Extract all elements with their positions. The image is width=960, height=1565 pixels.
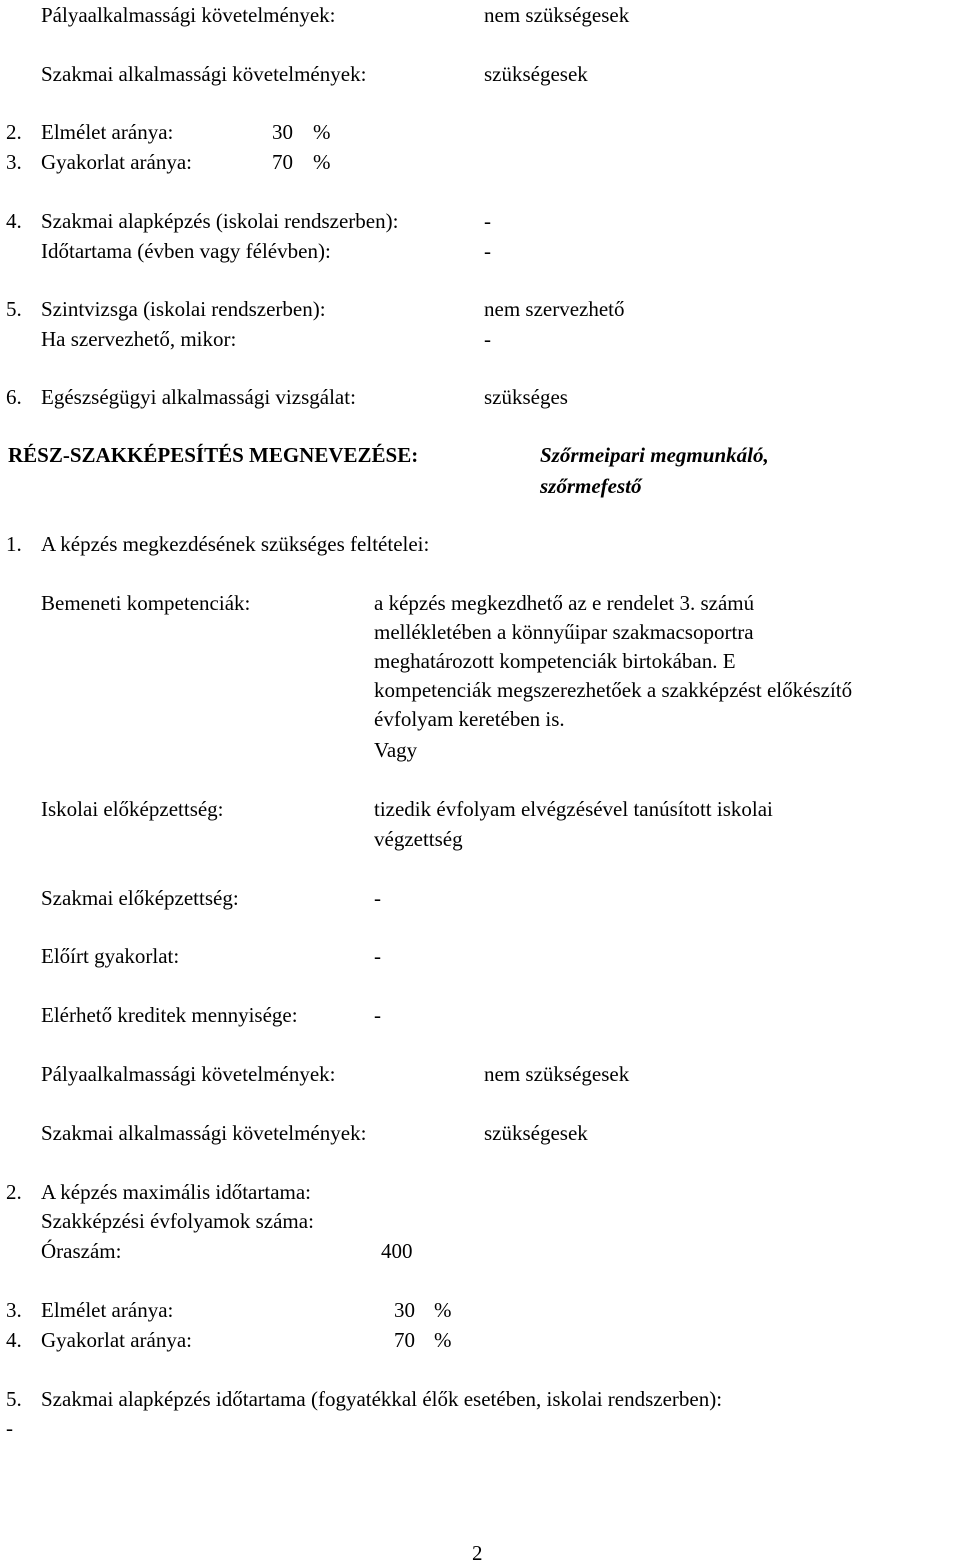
alapkepzes-value: -: [484, 209, 491, 233]
feltetelek-label: A képzés megkezdésének szükséges feltételei:: [41, 532, 430, 556]
alapkepzes-fogyatekkal-value: -: [6, 1416, 13, 1440]
elmelet-label-1: Elmélet aránya:: [41, 120, 174, 144]
egeszseg-value: szükséges: [484, 385, 568, 409]
palya-label-2: Pályaalkalmassági követelmények:: [41, 1062, 336, 1086]
szakmai-elo-value: -: [374, 886, 381, 910]
alapkepzes-num: 4.: [6, 209, 22, 233]
iskolai-line: tizedik évfolyam elvégzésével tanúsított iskolai: [374, 797, 773, 821]
idotartam-value: -: [484, 239, 491, 263]
gyakorlat-num-1: 3.: [6, 150, 22, 174]
iskolai-label: Iskolai előképzettség:: [41, 797, 224, 821]
eloirt-label: Előírt gyakorlat:: [41, 944, 180, 968]
oraszam-label: Óraszám:: [41, 1239, 122, 1263]
bemeneti-line: meghatározott kompetenciák birtokában. E: [374, 649, 736, 673]
alapkepzes-fogyatekkal-label: Szakmai alapképzés időtartama (fogyatékkal élők esetében, iskolai rendszerben):: [41, 1387, 723, 1411]
gyakorlat-num-2: 4.: [6, 1328, 22, 1352]
kredit-value: -: [374, 1003, 381, 1027]
page-number: 2: [472, 1541, 483, 1565]
elmelet-value-2: 30: [394, 1298, 415, 1322]
idotartam-label: Időtartama (évben vagy félévben):: [41, 239, 331, 263]
elmelet-num-2: 3.: [6, 1298, 22, 1322]
elmelet-unit-1: %: [313, 120, 331, 144]
palya-value-2: nem szükségesek: [484, 1062, 630, 1086]
iskolai-line: végzettség: [374, 827, 463, 851]
bemeneti-line: a képzés megkezdhető az e rendelet 3. számú: [374, 591, 755, 615]
szakmai-alk-value-1: szükségesek: [484, 62, 588, 86]
eloirt-value: -: [374, 944, 381, 968]
szintvizsga-label: Szintvizsga (iskolai rendszerben):: [41, 297, 326, 321]
elmelet-num-1: 2.: [6, 120, 22, 144]
szakkepesites-name-line1: Szőrmeipari megmunkáló,: [540, 443, 769, 467]
bemeneti-line: mellékletében a könnyűipar szakmacsoportra: [374, 620, 754, 644]
elmelet-label-2: Elmélet aránya:: [41, 1298, 174, 1322]
elmelet-value-1: 30: [272, 120, 293, 144]
gyakorlat-unit-1: %: [313, 150, 331, 174]
bemeneti-label: Bemeneti kompetenciák:: [41, 591, 251, 615]
bemeneti-line: kompetenciák megszerezhetőek a szakképzést előkészítő: [374, 678, 853, 702]
elmelet-unit-2: %: [434, 1298, 452, 1322]
egeszseg-label: Egészségügyi alkalmassági vizsgálat:: [41, 385, 356, 409]
palya-label-1: Pályaalkalmassági követelmények:: [41, 3, 336, 27]
mikor-label: Ha szervezhető, mikor:: [41, 327, 237, 351]
gyakorlat-value-2: 70: [394, 1328, 415, 1352]
szakkepesites-name-line2: szőrmefestő: [540, 474, 642, 498]
bemeneti-line: Vagy: [374, 738, 418, 762]
gyakorlat-value-1: 70: [272, 150, 293, 174]
szintvizsga-num: 5.: [6, 297, 22, 321]
szintvizsga-value: nem szervezhető: [484, 297, 625, 321]
gyakorlat-label-1: Gyakorlat aránya:: [41, 150, 193, 174]
maxido-num: 2.: [6, 1180, 22, 1204]
oraszam-value: 400: [381, 1239, 413, 1263]
maxido-label: A képzés maximális időtartama:: [41, 1180, 312, 1204]
palya-value-1: nem szükségesek: [484, 3, 630, 27]
alapkepzes-fogyatekkal-num: 5.: [6, 1387, 22, 1411]
szakmai-alk-label-2: Szakmai alkalmassági követelmények:: [41, 1121, 367, 1145]
alapkepzes-label: Szakmai alapképzés (iskolai rendszerben):: [41, 209, 399, 233]
mikor-value: -: [484, 327, 491, 351]
szakmai-alk-label-1: Szakmai alkalmassági követelmények:: [41, 62, 367, 86]
evfolyam-label: Szakképzési évfolyamok száma:: [41, 1209, 314, 1233]
gyakorlat-unit-2: %: [434, 1328, 452, 1352]
gyakorlat-label-2: Gyakorlat aránya:: [41, 1328, 193, 1352]
resz-szakkepesites-heading: RÉSZ-SZAKKÉPESÍTÉS MEGNEVEZÉSE:: [8, 443, 419, 467]
kredit-label: Elérhető kreditek mennyisége:: [41, 1003, 298, 1027]
szakmai-alk-value-2: szükségesek: [484, 1121, 588, 1145]
bemeneti-line: évfolyam keretében is.: [374, 707, 565, 731]
egeszseg-num: 6.: [6, 385, 22, 409]
feltetelek-num: 1.: [6, 532, 22, 556]
szakmai-elo-label: Szakmai előképzettség:: [41, 886, 239, 910]
